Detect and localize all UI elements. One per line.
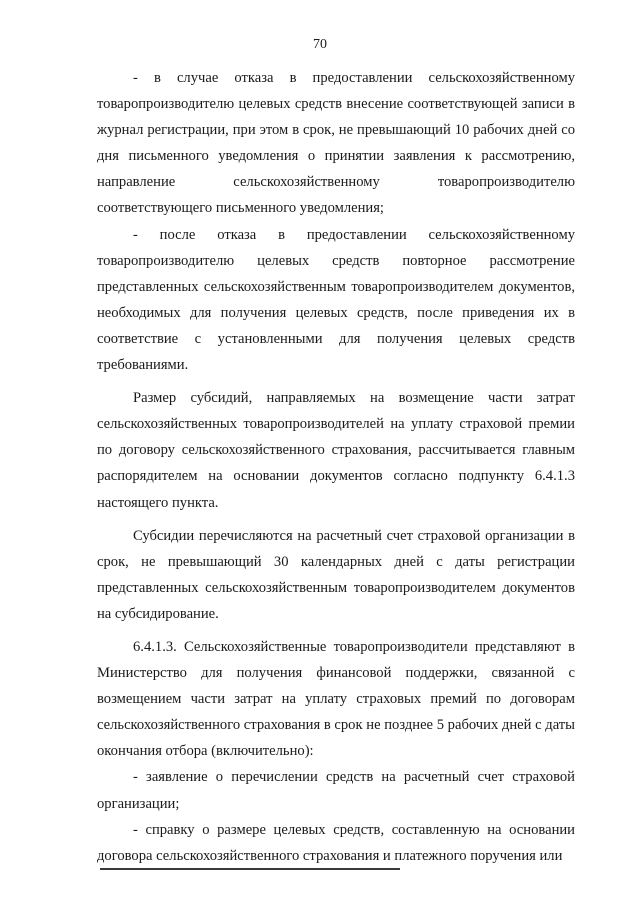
paragraph-subsidy-amount: Размер субсидий, направляемых на возмещение части затрат сельскохозяйственных товаропроизводителей на уплату страховой премии по договору сельскохозяйственного страхования, рассчитывается главным распорядителем на основании документов согласно подпункту 6.4.1.3 настоящего пункта. [97, 390, 575, 511]
list-item-certificate: - справку о размере целевых средств, составленную на основании договора сельскохозяйственного страхования и платежного поручения или [97, 821, 575, 864]
paragraph-subsidy-transfer: Субсидии перечисляются на расчетный счет страховой организации в срок, не превышающий 30 календарных дней с даты регистрации представленных сельскохозяйственным товаропроизводителем документов на субсидирование. [97, 527, 575, 622]
paragraph-refusal-record: - в случае отказа в предоставлении сельскохозяйственному товаропроизводителю целевых средств внесение соответствующей записи в журнал регистрации, при этом в срок, не превышающий 10 рабочих дней со дня письменного уведомления о принятии заявления к рассмотрению, направление сельскохозяйственному товаропроизводителю соответствующего письменного уведомления; [97, 70, 575, 217]
page-number: 70 [313, 37, 327, 52]
list-item-application: - заявление о перечислении средств на расчетный счет страховой организации; [97, 769, 575, 812]
paragraph-section-6-4-1-3: 6.4.1.3. Сельскохозяйственные товаропроизводители представляют в Министерство для получения финансовой поддержки, связанной с возмещением части затрат на уплату страховых премий по договорам сельскохозяйственного страхования в срок не позднее 5 рабочих дней с даты окончания отбора (включительно): [97, 638, 575, 760]
document-body [97, 65, 575, 869]
paragraph-repeat-review: - после отказа в предоставлении сельскохозяйственному товаропроизводителю целевых средств повторное рассмотрение представленных сельскохозяйственным товаропроизводителем документов, необходимых для получения целевых средств, после приведения их в соответствие с установленными для получения целевых средств требованиями. [97, 226, 575, 374]
bottom-rule [100, 868, 400, 870]
